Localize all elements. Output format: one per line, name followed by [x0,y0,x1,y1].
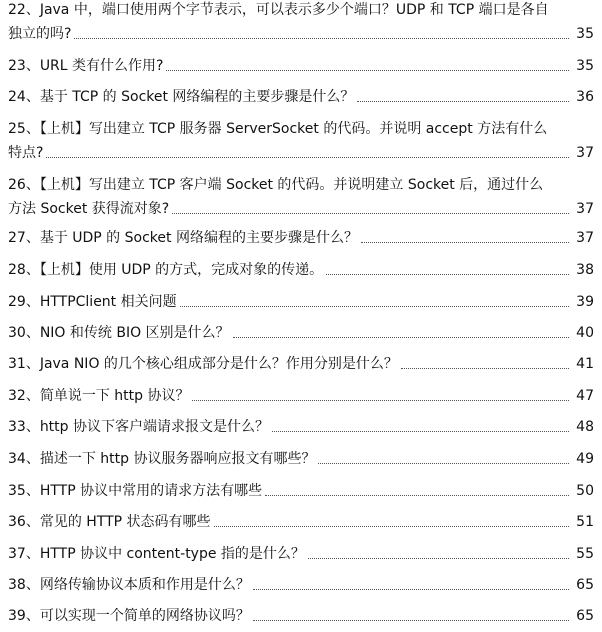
dot-leader [233,336,569,338]
dot-leader [253,588,569,590]
toc-entry-title: 23、URL 类有什么作用? [8,58,164,74]
toc-entry-title: 31、Java NIO 的几个核心组成部分是什么？作用分别是什么？ [8,356,398,372]
toc-entry-27[interactable] [8,226,594,250]
toc-entry-26[interactable] [8,173,594,221]
toc-entry-23[interactable] [8,54,594,78]
toc-entry-33[interactable] [8,415,594,439]
toc-entry-37[interactable] [8,542,594,566]
page-number: 39 [576,294,594,310]
toc-entry-title: 36、常见的 HTTP 状态码有哪些 [8,514,211,530]
dot-leader [401,367,569,369]
toc-entry-title: 24、基于 TCP 的 Socket 网络编程的主要步骤是什么？ [8,89,355,105]
toc-entry-36[interactable] [8,510,594,534]
toc-entry-31[interactable] [8,352,594,376]
dot-leader [74,37,569,39]
dot-leader [192,399,569,401]
toc-entry-24[interactable] [8,85,594,109]
page-number: 65 [576,608,594,624]
dot-leader [166,69,569,71]
dot-leader [180,305,569,307]
dot-leader [172,212,569,214]
page-number: 38 [576,262,594,278]
toc-entry-title: 27、基于 UDP 的 Socket 网络编程的主要步骤是什么？ [8,230,358,246]
toc-entry-title: 37、HTTP 协议中 content-type 指的是什么？ [8,546,305,562]
toc-entry-title: 39、可以实现一个简单的网络协议吗？ [8,608,250,624]
page-number: 48 [576,419,594,435]
toc-entry-38[interactable] [8,573,594,597]
page-number: 50 [576,483,594,499]
toc-entry-29[interactable] [8,290,594,314]
toc-entry-title: 38、网络传输协议本质和作用是什么？ [8,577,250,593]
page-number: 65 [576,577,594,593]
toc-entry-title: 特点? [8,145,44,161]
dot-leader [326,273,569,275]
toc-entry-title: 32、简单说一下 http 协议？ [8,388,190,404]
page-number: 37 [576,201,594,217]
page-number: 40 [576,325,594,341]
page-number: 36 [576,89,594,105]
toc-entry-title-line: 26、【上机】写出建立 TCP 客户端 Socket 的代码。并说明建立 Socket 后，通过什么 [8,177,544,193]
dot-leader [308,557,569,559]
toc-entry-title: 34、描述一下 http 协议服务器响应报文有哪些？ [8,451,316,467]
toc-entry-title: 28、【上机】使用 UDP 的方式，完成对象的传递。 [8,262,324,278]
toc-entry-title: 29、HTTPClient 相关问题 [8,294,177,310]
page-number: 35 [576,26,594,42]
toc-entry-title: 独立的吗? [8,26,72,42]
dot-leader [272,430,569,432]
dot-leader [214,525,569,527]
dot-leader [361,241,569,243]
page-number: 37 [576,145,594,161]
toc-entry-34[interactable] [8,447,594,471]
toc-entry-32[interactable] [8,384,594,408]
toc-entry-title-line: 25、【上机】写出建立 TCP 服务器 ServerSocket 的代码。并说明 accept 方法有什么 [8,121,548,137]
toc-entry-title-line: 22、Java 中，端口使用两个字节表示，可以表示多少个端口？UDP 和 TCP 端口是各自 [8,2,549,18]
dot-leader [357,100,569,102]
toc-entry-title: 30、NIO 和传统 BIO 区别是什么？ [8,325,230,341]
toc-entry-title: 35、HTTP 协议中常用的请求方法有哪些 [8,483,263,499]
toc-entry-title: 33、http 协议下客户端请求报文是什么？ [8,419,270,435]
dot-leader [46,156,569,158]
page-number: 51 [576,514,594,530]
page-number: 41 [576,356,594,372]
page-number: 37 [576,230,594,246]
toc-entry-28[interactable] [8,258,594,282]
dot-leader [318,462,569,464]
page-number: 49 [576,451,594,467]
toc-entry-35[interactable] [8,479,594,503]
toc-entry-22[interactable] [8,0,594,46]
dot-leader [253,619,569,621]
page-number: 55 [576,546,594,562]
toc-entry-30[interactable] [8,321,594,345]
toc-entry-title: 方法 Socket 获得流对象? [8,201,170,217]
toc-entry-39[interactable] [8,604,594,628]
dot-leader [265,494,569,496]
toc-entry-25[interactable] [8,117,594,165]
page-number: 35 [576,58,594,74]
page-number: 47 [576,388,594,404]
